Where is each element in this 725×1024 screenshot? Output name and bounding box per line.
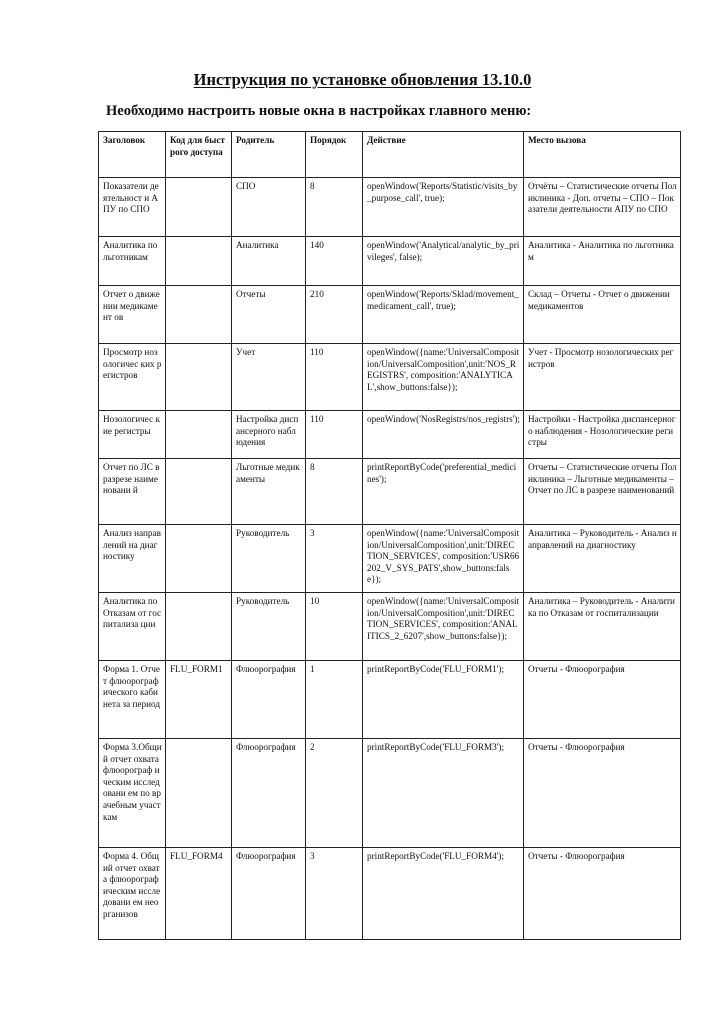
document-title — [0, 69, 725, 91]
document-title-text: Инструкция по установке обновления 13.10.0 — [193, 70, 532, 89]
table-row — [99, 661, 681, 739]
cell-place: Аналитика – Руководитель - Аналитика по Отказам от госпитализации — [524, 593, 681, 661]
header-title: Заголовок — [99, 132, 166, 178]
cell-place: Отчеты – Статистические отчеты Поликлиника – Льготные медикаменты – Отчет по ЛС в разрезе наименований — [524, 459, 681, 525]
header-code: Код для быстрого доступа — [166, 132, 232, 178]
cell-title: Отчет о движении медикамент ов — [99, 286, 166, 344]
cell-action: printReportByCode('FLU_FORM1'); — [363, 661, 524, 739]
table-body — [99, 178, 681, 940]
cell-parent: Учет — [232, 344, 306, 411]
cell-parent: СПО — [232, 178, 306, 237]
cell-title: Нозологичес кие регистры — [99, 411, 166, 459]
cell-title: Отчет по ЛС в разрезе наименовани й — [99, 459, 166, 525]
cell-place: Аналитика – Руководитель - Анализ направлений на диагностику — [524, 525, 681, 593]
cell-action: openWindow('Reports/Sklad/movement_medicament_call', true); — [363, 286, 524, 344]
cell-code — [166, 344, 232, 411]
header-parent: Родитель — [232, 132, 306, 178]
cell-place: Учет - Просмотр нозологических регистров — [524, 344, 681, 411]
cell-place: Аналитика - Аналитика по льготникам — [524, 237, 681, 286]
cell-code — [166, 178, 232, 237]
cell-action: printReportByCode('preferential_medicines'); — [363, 459, 524, 525]
cell-code — [166, 525, 232, 593]
cell-place: Отчеты - Флюорография — [524, 661, 681, 739]
cell-parent: Аналитика — [232, 237, 306, 286]
cell-action: openWindow('NosRegistrs/nos_registrs'); — [363, 411, 524, 459]
table-row — [99, 593, 681, 661]
table-header-row — [99, 132, 681, 178]
cell-title: Форма 3.Общий отчет охвата флюорограф ическим исследовани ем по врачебным участкам — [99, 739, 166, 848]
cell-title: Форма 1. Отчет флюорограф ического кабинета за период — [99, 661, 166, 739]
table-row — [99, 178, 681, 237]
cell-order: 2 — [306, 739, 363, 848]
table-row — [99, 344, 681, 411]
cell-order: 8 — [306, 178, 363, 237]
cell-parent: Руководитель — [232, 593, 306, 661]
cell-code — [166, 286, 232, 344]
cell-action: openWindow('Reports/Statistic/visits_by_purpose_call', true); — [363, 178, 524, 237]
cell-order: 3 — [306, 848, 363, 940]
cell-order: 110 — [306, 411, 363, 459]
cell-parent: Льготные медикаменты — [232, 459, 306, 525]
cell-order: 10 — [306, 593, 363, 661]
cell-action: openWindow({name:'UniversalComposition/UniversalComposition',unit:'DIRECTION_SERVICES', composition:'ANALITICS_2_6207',show_buttons:false}); — [363, 593, 524, 661]
table-row — [99, 739, 681, 848]
cell-order: 1 — [306, 661, 363, 739]
header-action: Действие — [363, 132, 524, 178]
document-subtitle: Необходимо настроить новые окна в настройках главного меню: — [106, 103, 532, 119]
cell-parent: Флюорография — [232, 739, 306, 848]
cell-place: Настройки - Настройка диспансерного наблюдения - Нозологические регистры — [524, 411, 681, 459]
cell-title: Показатели деятельност и АПУ по СПО — [99, 178, 166, 237]
cell-place: Склад – Отчеты - Отчет о движении медикаментов — [524, 286, 681, 344]
cell-code — [166, 739, 232, 848]
cell-action: printReportByCode('FLU_FORM3'); — [363, 739, 524, 848]
table-row — [99, 237, 681, 286]
cell-order: 210 — [306, 286, 363, 344]
cell-order: 8 — [306, 459, 363, 525]
cell-code — [166, 459, 232, 525]
cell-code: FLU_FORM1 — [166, 661, 232, 739]
cell-place: Отчеты - Флюорография — [524, 848, 681, 940]
cell-code — [166, 411, 232, 459]
cell-code — [166, 237, 232, 286]
cell-title: Аналитика по Отказам от госпитализа ции — [99, 593, 166, 661]
cell-title: Форма 4. Общий отчет охвата флюорограф ическим исследовани ем неорганизов — [99, 848, 166, 940]
cell-place: Отчёты – Статистические отчеты Поликлиника - Доп. отчеты – СПО – Показатели деятельности АПУ по СПО — [524, 178, 681, 237]
cell-code — [166, 593, 232, 661]
cell-parent: Флюорография — [232, 661, 306, 739]
table-row — [99, 459, 681, 525]
cell-order: 140 — [306, 237, 363, 286]
cell-title: Просмотр нозологичес ких регистров — [99, 344, 166, 411]
cell-action: openWindow({name:'UniversalComposition/UniversalComposition',unit:'DIRECTION_SERVICES', composition:'USR66202_V_SYS_PATS',show_buttons:false}); — [363, 525, 524, 593]
header-order: Порядок — [306, 132, 363, 178]
cell-parent: Отчеты — [232, 286, 306, 344]
cell-code: FLU_FORM4 — [166, 848, 232, 940]
header-place: Место вызова — [524, 132, 681, 178]
table-row — [99, 286, 681, 344]
cell-action: printReportByCode('FLU_FORM4'); — [363, 848, 524, 940]
cell-action: openWindow('Analytical/analytic_by_privileges', false); — [363, 237, 524, 286]
table-row — [99, 848, 681, 940]
cell-title: Аналитика по льготникам — [99, 237, 166, 286]
table-row — [99, 525, 681, 593]
cell-parent: Флюорография — [232, 848, 306, 940]
cell-parent: Настройка диспансерного наблюдения — [232, 411, 306, 459]
cell-parent: Руководитель — [232, 525, 306, 593]
cell-title: Анализ направлений на диагностику — [99, 525, 166, 593]
cell-action: openWindow({name:'UniversalComposition/UniversalComposition',unit:'NOS_REGISTRS', composition:'ANALYTICAL',show_buttons:false}); — [363, 344, 524, 411]
table-row — [99, 411, 681, 459]
menu-settings-table — [98, 131, 681, 940]
cell-place: Отчеты - Флюорография — [524, 739, 681, 848]
cell-order: 110 — [306, 344, 363, 411]
cell-order: 3 — [306, 525, 363, 593]
